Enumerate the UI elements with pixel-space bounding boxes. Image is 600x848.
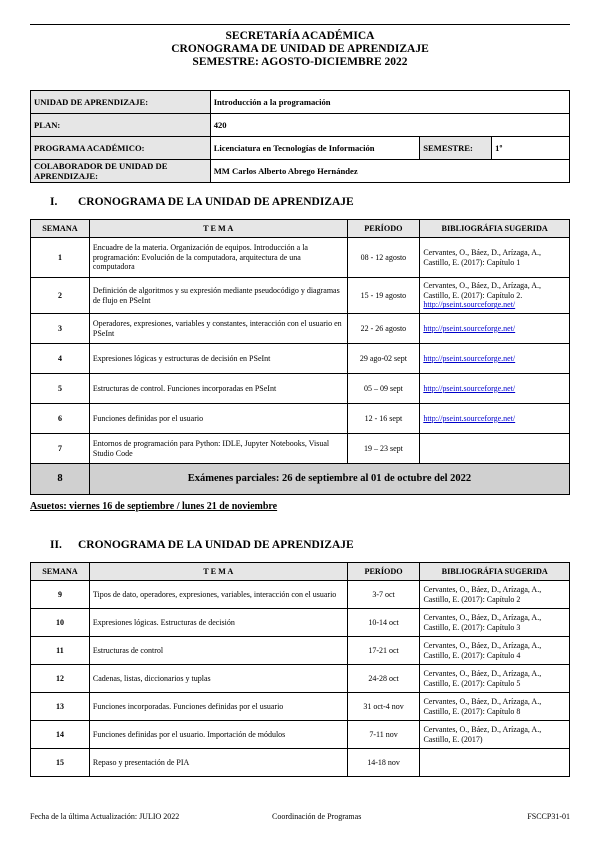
table-row <box>31 278 570 314</box>
period-cell: 24-28 oct <box>347 665 420 693</box>
table-row <box>31 749 570 777</box>
week-cell: 4 <box>31 344 90 374</box>
table-row <box>31 374 570 404</box>
bibliography-cell <box>420 374 570 404</box>
week-cell: 9 <box>31 581 90 609</box>
week-cell: 3 <box>31 314 90 344</box>
programa-value: Licenciatura en Tecnologías de Información <box>210 137 420 160</box>
bibliography-cell <box>420 314 570 344</box>
bibliography-cell <box>420 434 570 464</box>
bibliography-text: Cervantes, O., Báez, D., Arízaga, A., Castillo, E. (2017): Capítulo 2 <box>423 585 542 604</box>
header-periodo: PERÍODO <box>347 220 420 238</box>
topic-cell: Operadores, expresiones, variables y constantes, interacción con el usuario en PSeInt <box>89 314 347 344</box>
period-cell: 12 - 16 sept <box>347 404 420 434</box>
week-cell: 1 <box>31 238 90 278</box>
schedule-table-1 <box>30 219 570 495</box>
holidays-note: Asuetos: viernes 16 de septiembre / lunes 21 de noviembre <box>30 501 278 512</box>
period-cell: 17-21 oct <box>347 637 420 665</box>
bibliography-cell <box>420 609 570 637</box>
bibliography-cell <box>420 665 570 693</box>
topic-cell: Estructuras de control <box>89 637 347 665</box>
pseint-link[interactable]: http://pseint.sourceforge.net/ <box>423 323 516 333</box>
plan-label: PLAN: <box>31 114 211 137</box>
bibliography-text: Cervantes, O., Báez, D., Arízaga, A., Castillo, E. (2017): Capítulo 2. <box>423 281 542 300</box>
footer-updated: Fecha de la última Actualización: JULIO 2022 <box>30 812 180 821</box>
topic-cell: Repaso y presentación de PIA <box>89 749 347 777</box>
pseint-link[interactable]: http://pseint.sourceforge.net/ <box>423 300 516 310</box>
period-cell: 31 oct-4 nov <box>347 693 420 721</box>
exam-text: Exámenes parciales: 26 de septiembre al 01 de octubre del 2022 <box>89 464 569 495</box>
topic-cell: Cadenas, listas, diccionarios y tuplas <box>89 665 347 693</box>
table-row <box>31 404 570 434</box>
bibliography-text: Cervantes, O., Báez, D., Arízaga, A., Castillo, E. (2017): Capítulo 8 <box>423 697 542 716</box>
header-semana: SEMANA <box>31 220 90 238</box>
topic-cell: Funciones definidas por el usuario. Importación de módulos <box>89 721 347 749</box>
bibliography-cell <box>420 721 570 749</box>
unidad-label: UNIDAD DE APRENDIZAJE: <box>31 91 211 114</box>
period-cell: 22 - 26 agosto <box>347 314 420 344</box>
bibliography-text: Cervantes, O., Báez, D., Arízaga, A., Castillo, E. (2017): Capítulo 1 <box>423 248 542 267</box>
table-row <box>31 637 570 665</box>
topic-cell: Encuadre de la materia. Organización de equipos. Introducción a la programación: Evolución de la computadora, arquitectura de una computadora <box>89 238 347 278</box>
header-tema: T E M A <box>89 563 347 581</box>
bibliography-cell <box>420 238 570 278</box>
week-cell: 12 <box>31 665 90 693</box>
bibliography-text: Cervantes, O., Báez, D., Arízaga, A., Castillo, E. (2017): Capítulo 5 <box>423 669 542 688</box>
table-row <box>31 238 570 278</box>
section-2-number: II. <box>50 539 62 551</box>
footer-coordination: Coordinación de Programas <box>272 812 362 821</box>
topic-cell: Entornos de programación para Python: IDLE, Jupyter Notebooks, Visual Studio Code <box>89 434 347 464</box>
table-row <box>31 581 570 609</box>
period-cell: 19 – 23 sept <box>347 434 420 464</box>
course-info-table <box>30 90 570 183</box>
table-row <box>31 609 570 637</box>
week-cell: 2 <box>31 278 90 314</box>
table-row <box>31 721 570 749</box>
week-cell: 11 <box>31 637 90 665</box>
table-row <box>31 314 570 344</box>
header-periodo: PERÍODO <box>347 563 420 581</box>
top-rule <box>30 24 570 25</box>
topic-cell: Estructuras de control. Funciones incorporadas en PSeInt <box>89 374 347 404</box>
bibliography-text: Cervantes, O., Báez, D., Arízaga, A., Castillo, E. (2017) <box>423 725 542 744</box>
plan-value: 420 <box>210 114 569 137</box>
period-cell: 10-14 oct <box>347 609 420 637</box>
pseint-link[interactable]: http://pseint.sourceforge.net/ <box>423 353 516 363</box>
bibliography-cell <box>420 693 570 721</box>
section-1-title <box>50 196 354 208</box>
bibliography-cell <box>420 581 570 609</box>
week-cell: 10 <box>31 609 90 637</box>
header-bibliografia: BIBLIOGRÁFIA SUGERIDA <box>420 563 570 581</box>
week-cell: 5 <box>31 374 90 404</box>
period-cell: 7-11 nov <box>347 721 420 749</box>
colaborador-label: COLABORADOR DE UNIDAD DE APRENDIZAJE: <box>31 160 211 183</box>
header-tema: T E M A <box>89 220 347 238</box>
header-semana: SEMANA <box>31 563 90 581</box>
section-1-heading: CRONOGRAMA DE LA UNIDAD DE APRENDIZAJE <box>78 196 354 208</box>
bibliography-cell <box>420 344 570 374</box>
footer-code: FSCCP31-01 <box>527 812 570 821</box>
topic-cell: Expresiones lógicas y estructuras de decisión en PSeInt <box>89 344 347 374</box>
colaborador-value: MM Carlos Alberto Abrego Hernández <box>210 160 569 183</box>
header-bibliografia: BIBLIOGRÁFIA SUGERIDA <box>420 220 570 238</box>
bibliography-cell <box>420 637 570 665</box>
topic-cell: Funciones definidas por el usuario <box>89 404 347 434</box>
period-cell: 15 - 19 agosto <box>347 278 420 314</box>
period-cell: 05 – 09 sept <box>347 374 420 404</box>
topic-cell: Expresiones lógicas. Estructuras de decisión <box>89 609 347 637</box>
semestre-value: 1º <box>492 137 570 160</box>
week-cell: 7 <box>31 434 90 464</box>
topic-cell: Tipos de dato, operadores, expresiones, variables, interacción con el usuario <box>89 581 347 609</box>
topic-cell: Definición de algoritmos y su expresión mediante pseudocódigo y diagramas de flujo en PSeInt <box>89 278 347 314</box>
section-2-heading: CRONOGRAMA DE LA UNIDAD DE APRENDIZAJE <box>78 539 354 551</box>
semestre-label: SEMESTRE: <box>420 137 492 160</box>
bibliography-cell <box>420 404 570 434</box>
header-line-1: SECRETARÍA ACADÉMICA <box>225 30 375 42</box>
period-cell: 14-18 nov <box>347 749 420 777</box>
period-cell: 08 - 12 agosto <box>347 238 420 278</box>
pseint-link[interactable]: http://pseint.sourceforge.net/ <box>423 383 516 393</box>
bibliography-cell <box>420 278 570 314</box>
bibliography-cell <box>420 749 570 777</box>
unidad-value: Introducción a la programación <box>210 91 569 114</box>
document-header <box>30 30 570 69</box>
section-1-number: I. <box>50 196 58 208</box>
topic-cell: Funciones incorporadas. Funciones definidas por el usuario <box>89 693 347 721</box>
header-line-2: CRONOGRAMA DE UNIDAD DE APRENDIZAJE <box>171 43 429 55</box>
section-2-title <box>50 539 354 551</box>
pseint-link[interactable]: http://pseint.sourceforge.net/ <box>423 413 516 423</box>
week-cell: 14 <box>31 721 90 749</box>
table-row <box>31 665 570 693</box>
week-cell: 6 <box>31 404 90 434</box>
exam-week: 8 <box>31 464 90 495</box>
schedule-table-2 <box>30 562 570 777</box>
bibliography-text: Cervantes, O., Báez, D., Arízaga, A., Castillo, E. (2017): Capítulo 3 <box>423 613 542 632</box>
table-row <box>31 434 570 464</box>
bibliography-text: Cervantes, O., Báez, D., Arízaga, A., Castillo, E. (2017): Capítulo 4 <box>423 641 542 660</box>
week-cell: 15 <box>31 749 90 777</box>
table-row <box>31 693 570 721</box>
week-cell: 13 <box>31 693 90 721</box>
period-cell: 3-7 oct <box>347 581 420 609</box>
period-cell: 29 ago-02 sept <box>347 344 420 374</box>
header-line-3: SEMESTRE: AGOSTO-DICIEMBRE 2022 <box>192 56 408 68</box>
programa-label: PROGRAMA ACADÉMICO: <box>31 137 211 160</box>
table-row <box>31 344 570 374</box>
